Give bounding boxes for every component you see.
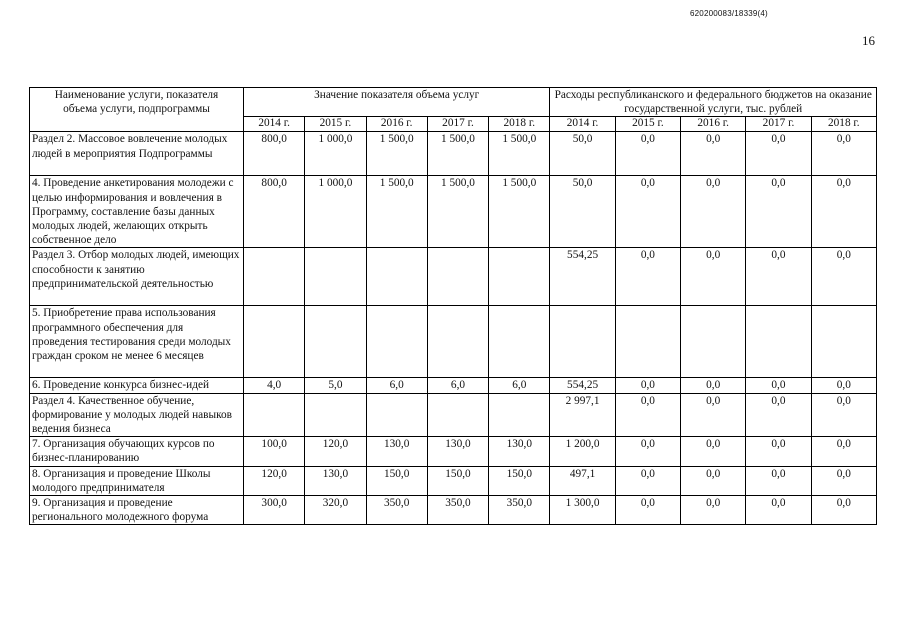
value-cell [366, 393, 427, 437]
value-cell [427, 306, 488, 378]
row-name-cell: 8. Организация и проведение Школы молодого предпринимателя [30, 466, 244, 495]
year-header: 2017 г. [746, 117, 811, 132]
table-row [30, 306, 877, 378]
value-cell: 350,0 [489, 496, 550, 525]
expense-cell: 1 200,0 [550, 437, 615, 466]
expense-cell: 0,0 [615, 393, 680, 437]
expense-cell: 0,0 [615, 248, 680, 306]
expense-cell: 497,1 [550, 466, 615, 495]
expense-cell: 0,0 [746, 248, 811, 306]
expense-cell: 554,25 [550, 248, 615, 306]
value-cell: 130,0 [427, 437, 488, 466]
expense-cell: 0,0 [681, 393, 746, 437]
table-row [30, 496, 877, 525]
value-cell [489, 393, 550, 437]
table-row [30, 378, 877, 393]
expense-cell: 554,25 [550, 378, 615, 393]
expense-cell: 0,0 [746, 437, 811, 466]
budget-table [29, 87, 877, 525]
row-name-cell: 4. Проведение анкетирования молодежи с целью информирования и вовлечения в Программу, составление базы данных молодых людей, желающих открыть собственное дело [30, 176, 244, 248]
expense-cell: 0,0 [681, 176, 746, 248]
expense-cell: 0,0 [681, 248, 746, 306]
value-cell: 1 000,0 [305, 176, 366, 248]
expense-cell: 0,0 [615, 466, 680, 495]
expense-cell: 0,0 [811, 132, 876, 176]
column-header-name: Наименование услуги, показателя объема услуги, подпрограммы [30, 88, 244, 132]
expense-cell: 0,0 [746, 176, 811, 248]
expense-cell [681, 306, 746, 378]
year-header: 2015 г. [615, 117, 680, 132]
value-cell: 1 500,0 [366, 176, 427, 248]
value-cell: 120,0 [244, 466, 305, 495]
expense-cell: 0,0 [615, 176, 680, 248]
value-cell: 1 000,0 [305, 132, 366, 176]
expense-cell: 0,0 [811, 378, 876, 393]
value-cell: 4,0 [244, 378, 305, 393]
table-row [30, 248, 877, 306]
expense-cell: 0,0 [746, 378, 811, 393]
value-cell [366, 248, 427, 306]
expense-cell [811, 306, 876, 378]
column-group-header-expenses: Расходы республиканского и федерального бюджетов на оказание государственной услуги, тыс. рублей [550, 88, 877, 117]
expense-cell: 0,0 [811, 437, 876, 466]
value-cell: 6,0 [366, 378, 427, 393]
value-cell: 1 500,0 [427, 132, 488, 176]
year-header: 2015 г. [305, 117, 366, 132]
expense-cell: 0,0 [746, 393, 811, 437]
value-cell: 120,0 [305, 437, 366, 466]
value-cell [366, 306, 427, 378]
value-cell: 150,0 [489, 466, 550, 495]
row-name-cell: Раздел 4. Качественное обучение, формирование у молодых людей навыков ведения бизнеса [30, 393, 244, 437]
value-cell: 1 500,0 [427, 176, 488, 248]
table-row [30, 466, 877, 495]
expense-cell: 0,0 [615, 378, 680, 393]
value-cell: 5,0 [305, 378, 366, 393]
expense-cell: 0,0 [811, 496, 876, 525]
value-cell: 1 500,0 [489, 176, 550, 248]
expense-cell: 0,0 [746, 466, 811, 495]
year-header: 2018 г. [489, 117, 550, 132]
row-name-cell: 6. Проведение конкурса бизнес-идей [30, 378, 244, 393]
row-name-cell: 5. Приобретение права использования программного обеспечения для проведения тестирования среди молодых граждан сроком не менее 6 месяцев [30, 306, 244, 378]
value-cell: 130,0 [366, 437, 427, 466]
expense-cell: 0,0 [811, 248, 876, 306]
value-cell: 800,0 [244, 132, 305, 176]
year-header: 2018 г. [811, 117, 876, 132]
value-cell: 130,0 [305, 466, 366, 495]
table-row [30, 176, 877, 248]
year-header: 2014 г. [244, 117, 305, 132]
expense-cell: 0,0 [681, 132, 746, 176]
document-code: 620200083/18339(4) [690, 9, 768, 18]
value-cell: 130,0 [489, 437, 550, 466]
expense-cell: 0,0 [681, 437, 746, 466]
expense-cell: 0,0 [681, 466, 746, 495]
value-cell [305, 393, 366, 437]
expense-cell: 0,0 [746, 496, 811, 525]
value-cell: 1 500,0 [366, 132, 427, 176]
expense-cell: 0,0 [811, 466, 876, 495]
expense-cell: 2 997,1 [550, 393, 615, 437]
value-cell: 150,0 [366, 466, 427, 495]
value-cell [427, 393, 488, 437]
table-row [30, 132, 877, 176]
value-cell [305, 248, 366, 306]
value-cell [305, 306, 366, 378]
row-name-cell: 9. Организация и проведение регионального молодежного форума [30, 496, 244, 525]
expense-cell [746, 306, 811, 378]
row-name-cell: Раздел 2. Массовое вовлечение молодых людей в мероприятия Подпрограммы [30, 132, 244, 176]
value-cell [244, 393, 305, 437]
expense-cell: 50,0 [550, 176, 615, 248]
value-cell: 6,0 [489, 378, 550, 393]
column-group-header-values: Значение показателя объема услуг [244, 88, 550, 117]
table-row [30, 437, 877, 466]
value-cell [244, 248, 305, 306]
expense-cell: 0,0 [615, 132, 680, 176]
row-name-cell: Раздел 3. Отбор молодых людей, имеющих способности к занятию предпринимательской деятельностью [30, 248, 244, 306]
value-cell [244, 306, 305, 378]
expense-cell [550, 306, 615, 378]
value-cell: 100,0 [244, 437, 305, 466]
value-cell: 1 500,0 [489, 132, 550, 176]
expense-cell [615, 306, 680, 378]
expense-cell: 0,0 [615, 496, 680, 525]
expense-cell: 50,0 [550, 132, 615, 176]
year-header: 2016 г. [366, 117, 427, 132]
value-cell: 350,0 [427, 496, 488, 525]
table-row [30, 393, 877, 437]
year-header: 2017 г. [427, 117, 488, 132]
expense-cell: 0,0 [615, 437, 680, 466]
expense-cell: 0,0 [681, 378, 746, 393]
expense-cell: 1 300,0 [550, 496, 615, 525]
value-cell: 320,0 [305, 496, 366, 525]
value-cell: 6,0 [427, 378, 488, 393]
value-cell: 150,0 [427, 466, 488, 495]
page-number: 16 [862, 33, 875, 48]
value-cell [489, 306, 550, 378]
year-header: 2014 г. [550, 117, 615, 132]
expense-cell: 0,0 [746, 132, 811, 176]
value-cell: 300,0 [244, 496, 305, 525]
value-cell: 350,0 [366, 496, 427, 525]
expense-cell: 0,0 [811, 393, 876, 437]
expense-cell: 0,0 [681, 496, 746, 525]
row-name-cell: 7. Организация обучающих курсов по бизнес-планированию [30, 437, 244, 466]
value-cell [427, 248, 488, 306]
value-cell [489, 248, 550, 306]
value-cell: 800,0 [244, 176, 305, 248]
year-header: 2016 г. [681, 117, 746, 132]
expense-cell: 0,0 [811, 176, 876, 248]
